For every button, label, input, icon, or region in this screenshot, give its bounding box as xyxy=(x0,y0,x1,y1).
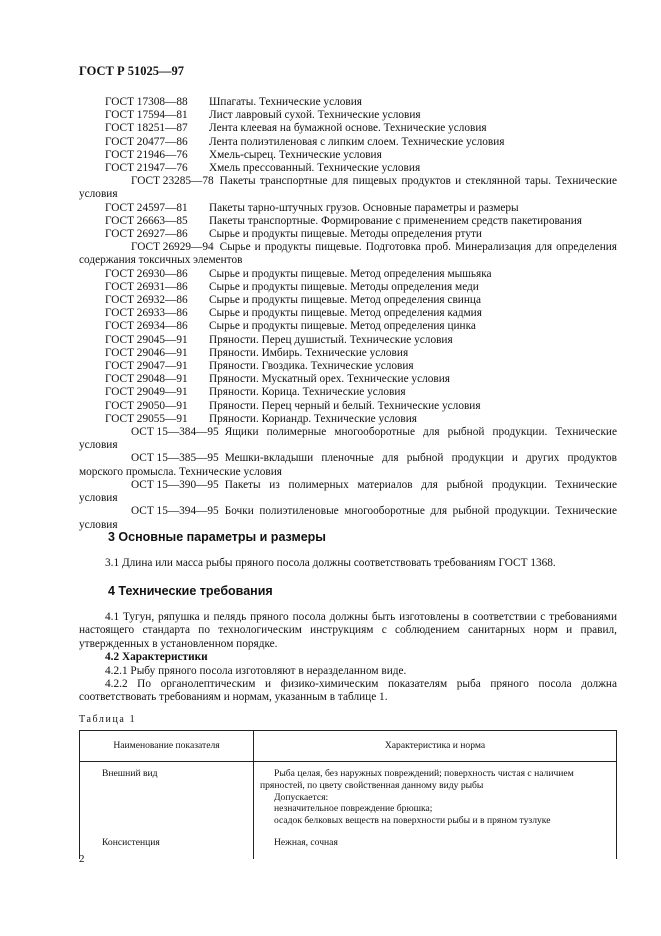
reference-title: Пряности. Имбирь. Технические условия xyxy=(209,346,409,359)
reference-title: Лента клеевая на бумажной основе. Технические условия xyxy=(209,122,487,135)
reference-title: Лента полиэтиленовая с липким слоем. Технические условия xyxy=(209,135,505,148)
reference-code: ГОСТ 29049—91 xyxy=(105,386,188,399)
reference-item xyxy=(79,281,617,294)
reference-code: ГОСТ 26934—86 xyxy=(105,320,188,333)
reference-item xyxy=(79,241,617,267)
reference-title: Пряности. Кориандр. Технические условия xyxy=(209,412,418,425)
reference-code: ГОСТ 29055—91 xyxy=(105,412,188,425)
reference-item xyxy=(79,386,617,399)
reference-item xyxy=(79,109,617,122)
section-4-heading: 4 Технические требования xyxy=(108,584,273,598)
reference-item xyxy=(79,215,617,228)
reference-title: Сырье и продукты пищевые. Метод определения мышьяка xyxy=(209,267,492,280)
reference-code: ГОСТ 26927—86 xyxy=(105,228,188,241)
reference-title: Ящики полимерные многооборотные для рыбной продукции. Технические условия xyxy=(79,426,617,452)
reference-code: ГОСТ 20477—86 xyxy=(105,135,188,148)
reference-title: Пряности. Корица. Технические условия xyxy=(209,386,406,399)
reference-item xyxy=(79,413,617,426)
reference-title: Сырье и продукты пищевые. Подготовка проб. Минерализация для определения содержания токсичных элементов xyxy=(79,241,617,267)
reference-title: Пакеты транспортные для пищевых продуктов и стеклянной тары. Технические условия xyxy=(79,175,617,201)
reference-item xyxy=(79,320,617,333)
reference-title: Бочки полиэтиленовые многооборотные для рыбной продукции. Технические условия xyxy=(79,505,617,531)
table-cell-line: незначительное повреждение брюшка; xyxy=(274,803,433,815)
table-cell-line: Допускается: xyxy=(274,791,329,803)
reference-title: Пряности. Перец черный и белый. Технические условия xyxy=(209,399,481,412)
paragraph-3-1: 3.1 Длина или масса рыбы пряного посола должны соответствовать требованиям ГОСТ 1368. xyxy=(105,557,556,569)
reference-item xyxy=(79,347,617,360)
reference-item xyxy=(79,360,617,373)
reference-item xyxy=(79,505,617,531)
reference-code: ГОСТ 26931—86 xyxy=(105,280,188,293)
reference-code: ГОСТ 29050—91 xyxy=(105,399,188,412)
reference-title: Пряности. Гвоздика. Технические условия xyxy=(209,360,414,373)
section-4-body xyxy=(79,611,617,705)
paragraph-4-2-2: 4.2.2 По органолептическим и физико-химическим показателям рыба пряного посола должна соответствовать требованиям и нормам, указанным в таблице 1. xyxy=(79,678,617,704)
table-header-cell: Характеристика и норма xyxy=(254,731,617,762)
reference-item xyxy=(79,426,617,452)
document-header: ГОСТ Р 51025—97 xyxy=(79,64,185,78)
reference-title: Сырье и продукты пищевые. Метод определения свинца xyxy=(209,294,481,307)
reference-code: ГОСТ 29048—91 xyxy=(105,373,188,386)
reference-item xyxy=(79,149,617,162)
reference-title: Хмель-сырец. Технические условия xyxy=(209,148,382,161)
reference-title: Сырье и продукты пищевые. Метод определения цинка xyxy=(209,320,476,333)
reference-code: ГОСТ 29046—91 xyxy=(105,346,188,359)
section-3-heading: 3 Основные параметры и размеры xyxy=(108,530,326,544)
spec-table xyxy=(79,730,617,859)
table-header-cell: Наименование показателя xyxy=(80,731,254,762)
reference-code: ГОСТ 17308—88 xyxy=(105,96,188,108)
table-cell-name: Консистенция xyxy=(80,829,254,859)
reference-code: ГОСТ 17594—81 xyxy=(105,109,188,122)
reference-item xyxy=(79,122,617,135)
table-cell-line: Рыба целая, без наружных повреждений; поверхность чистая с наличием пряностей, по цвету свойственная данному виду рыбы xyxy=(260,768,574,791)
reference-item xyxy=(79,162,617,175)
reference-code: ГОСТ 26932—86 xyxy=(105,294,188,307)
reference-title: Мешки-вкладыши пленочные для рыбной продукции и других продуктов морского промысла. Технические условия xyxy=(79,452,617,478)
reference-code: ОСТ 15—384—95 xyxy=(131,426,219,439)
reference-code: ГОСТ 21947—76 xyxy=(105,162,188,175)
paragraph-4-1: 4.1 Тугун, ряпушка и пелядь пряного посола должны быть изготовлены в соответствии с требованиями настоящего стандарта по технологическим инструкциям с соблюдением санитарных норм и правил, утвержденных в установленном порядке. xyxy=(79,611,617,650)
reference-item xyxy=(79,307,617,320)
reference-item xyxy=(79,96,617,109)
table-cell-value xyxy=(254,829,617,859)
reference-item xyxy=(79,452,617,478)
reference-code: ГОСТ 26663—85 xyxy=(105,214,188,227)
reference-item xyxy=(79,294,617,307)
reference-item xyxy=(79,479,617,505)
reference-item xyxy=(79,373,617,386)
reference-item xyxy=(79,400,617,413)
table-cell-line: Нежная, сочная xyxy=(274,836,338,848)
reference-code: ГОСТ 26933—86 xyxy=(105,307,188,320)
reference-title: Сырье и продукты пищевые. Методы определения меди xyxy=(209,280,479,293)
reference-code: ГОСТ 24597—81 xyxy=(105,201,188,214)
paragraph-4-2-1: 4.2.1 Рыбу пряного посола изготовляют в неразделанном виде. xyxy=(105,664,407,677)
table-row xyxy=(80,762,617,829)
section-3-body xyxy=(79,557,617,570)
reference-title: Пакеты транспортные. Формирование с применением средств пакетирования xyxy=(209,214,582,227)
reference-code: ОСТ 15—385—95 xyxy=(131,452,219,465)
reference-title: Пряности. Перец душистый. Технические условия xyxy=(209,333,453,346)
reference-item xyxy=(79,268,617,281)
reference-title: Пакеты тарно-штучных грузов. Основные параметры и размеры xyxy=(209,201,519,214)
reference-item xyxy=(79,334,617,347)
reference-title: Шпагаты. Технические условия xyxy=(209,96,362,108)
reference-item xyxy=(79,175,617,201)
reference-code: ОСТ 15—394—95 xyxy=(131,505,219,518)
table-row xyxy=(80,829,617,859)
page-number: 2 xyxy=(79,853,85,865)
reference-item xyxy=(79,228,617,241)
reference-title: Сырье и продукты пищевые. Методы определения ртути xyxy=(209,228,482,241)
table-label: Таблица 1 xyxy=(79,714,137,725)
reference-code: ГОСТ 29047—91 xyxy=(105,360,188,373)
reference-title: Сырье и продукты пищевые. Метод определения кадмия xyxy=(209,307,482,320)
reference-item xyxy=(79,202,617,215)
table-cell-line: осадок белковых веществ на поверхности рыбы и в пряном тузлуке xyxy=(274,815,551,827)
reference-title: Хмель прессованный. Технические условия xyxy=(209,162,421,175)
table-cell-value xyxy=(254,762,617,829)
reference-title: Пряности. Мускатный орех. Технические условия xyxy=(209,373,450,386)
reference-code: ГОСТ 18251—87 xyxy=(105,122,188,135)
reference-code: ГОСТ 26929—94 xyxy=(131,241,214,254)
reference-title: Лист лавровый сухой. Технические условия xyxy=(209,109,421,122)
paragraph-4-2-heading: 4.2 Характеристики xyxy=(105,651,208,664)
reference-code: ОСТ 15—390—95 xyxy=(131,478,219,491)
reference-title: Пакеты из полимерных материалов для рыбной продукции. Технические условия xyxy=(79,478,617,505)
reference-item xyxy=(79,136,617,149)
reference-code: ГОСТ 21946—76 xyxy=(105,148,188,161)
reference-list xyxy=(79,96,617,532)
reference-code: ГОСТ 29045—91 xyxy=(105,333,188,346)
table-cell-name: Внешний вид xyxy=(80,762,254,829)
reference-code: ГОСТ 23285—78 xyxy=(131,175,214,188)
reference-code: ГОСТ 26930—86 xyxy=(105,267,188,280)
